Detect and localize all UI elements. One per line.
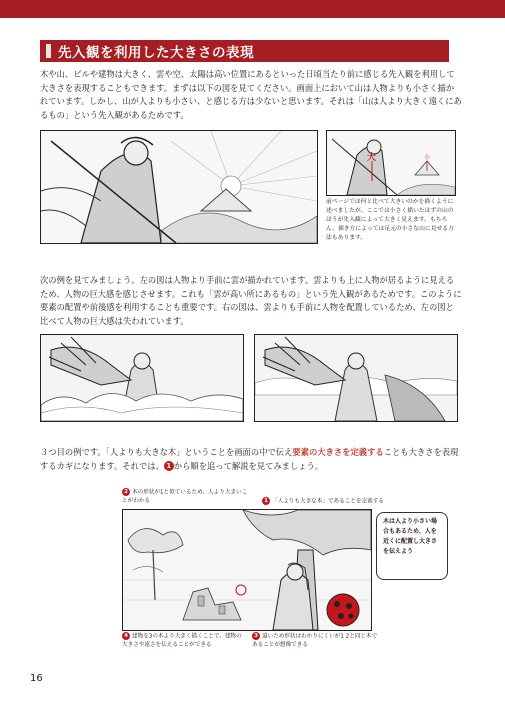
label-big: 大	[367, 153, 377, 163]
illustration-annotated-size	[326, 130, 456, 196]
third-suffix: ことも大きさを表現するカギになります。それでは、	[40, 447, 459, 471]
callout-3-number: 3	[252, 632, 260, 640]
callout-2	[122, 488, 252, 506]
callout-3	[252, 632, 382, 650]
second-paragraph: 次の例を見てみましょう。左の図は人物より手前に雲が描かれています。雲よりも上に人物が居るように見えるため、人物の巨大感を感じさせます。これも「雲が高い所にあるもの」という先入観があるためです。このように要素の配置や前後感を利用することも重要です。右の図は、雲よりも手前に人物を配置しているため、左の図と比べて人物の巨大感は失われています。	[40, 275, 462, 326]
callout-3-text: 遠いため形状はわかりにくいが1 2と同じ木であることが想像できる	[252, 633, 378, 648]
tip-bubble: 木は人より小さい場合もあるため、人を近くに配置し大きさを伝えよう	[376, 512, 448, 580]
section-heading	[40, 40, 449, 62]
callout-4-number: 4	[122, 632, 130, 640]
heading-marker	[46, 44, 51, 58]
third-prefix: ３つ目の例です。「人よりも大きな木」ということを画面の中で伝え	[40, 447, 293, 457]
callout-4	[122, 632, 242, 650]
page-number: 16	[30, 673, 43, 684]
callout-1-number: 1	[262, 497, 270, 505]
figure1-caption: 前ページでは何と比べて大きいのかを描くように述べましたが、ここでは小さく描いたはずの山のほうが先入観によって大きく見えます。もちろん、描き方によっては足元の小さな山に見せる方法もあります。	[326, 199, 454, 241]
callout-1	[262, 497, 402, 506]
callout-2-number: 2	[122, 488, 130, 496]
illustration-cloud-behind	[254, 334, 458, 422]
callout-4-text: 建物を3の木より大きく描くことで、建物の大きさや遠さを伝えることができる	[122, 633, 242, 648]
intro-paragraph: 木や山、ビルや建物は大きく、雲や空、太陽は高い位置にあるといった日頃当たり前に感じる先入観を利用して大きさを表現することもできます。まずは以下の図を見てください。画面上において山は人物よりも小さく描かれています。しかし、山が人よりも小さい、と感じる方は少ないと思います。それは「山は人より大きく遠くにあるもの」という先入観があるためです。	[40, 69, 462, 120]
third-paragraph	[40, 446, 462, 473]
top-color-bar	[0, 0, 505, 18]
illustration-warrior-mountain	[40, 130, 318, 244]
marker-1-icon: 1	[164, 461, 174, 471]
illustration-cloud-front	[40, 334, 244, 422]
callout-2-text: 木の形状が1と似ているため、人より大きいことがわかる	[122, 489, 248, 504]
section-title: 先入観を利用した大きさの表現	[58, 45, 254, 61]
illustration-tree-scene	[122, 509, 372, 631]
third-end: から順を追って解説を見てみましょう。	[173, 460, 324, 471]
callout-1-text: 「人よりも大きな木」であることを定義する	[272, 498, 384, 505]
label-small: 小	[424, 154, 431, 161]
third-emphasis: 要素の大きさを定義する	[292, 447, 384, 457]
